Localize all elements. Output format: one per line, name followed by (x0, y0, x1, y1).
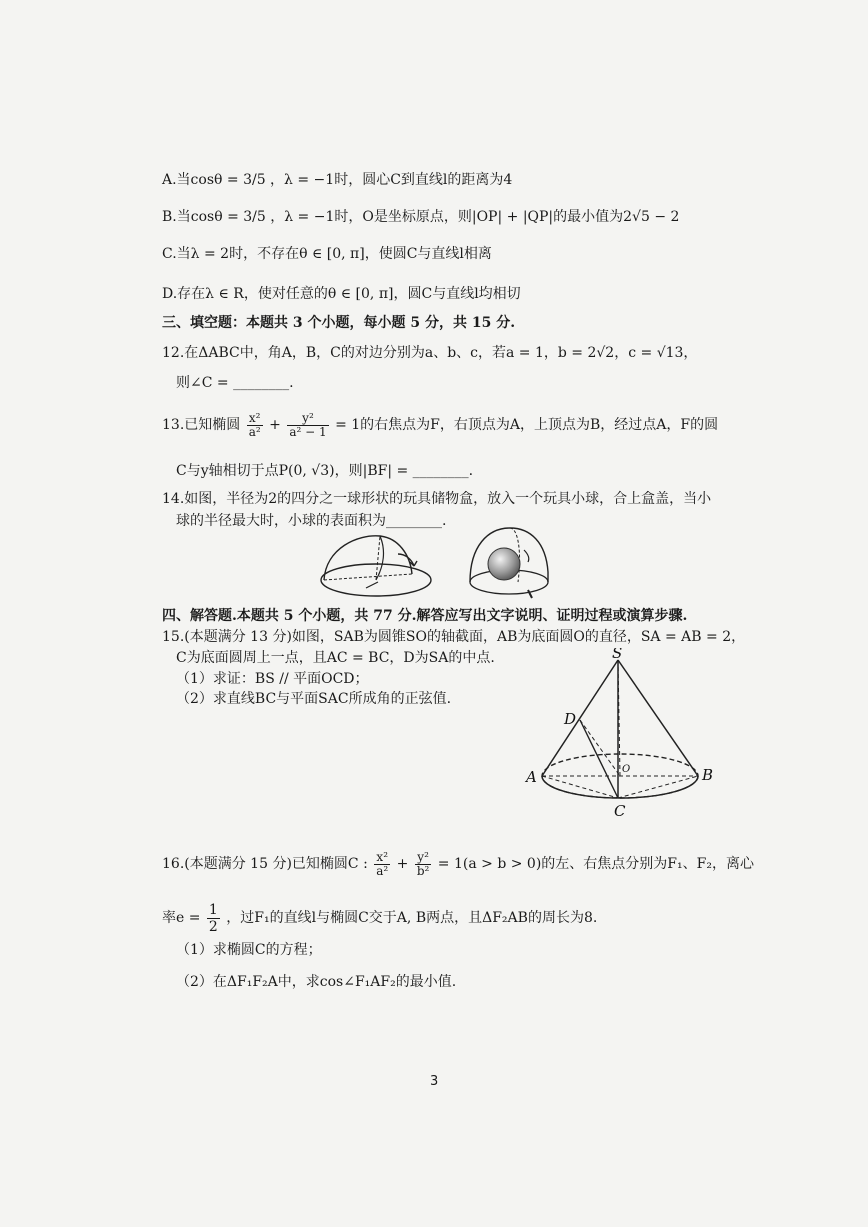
page-number: 3 (430, 1074, 439, 1089)
q16-line2 (162, 900, 597, 936)
q15-part1: （1）求证：BS // 平面OCD； (176, 671, 369, 687)
q15-line1: 15.(本题满分 13 分)如图，SAB为圆锥SO的轴截面，AB为底面圆O的直径，SA = AB = 2， (162, 629, 746, 645)
q13-prefix: 13.已知椭圆 (162, 417, 241, 433)
q16-frac-e (207, 902, 220, 935)
q13-frac2-den: a² − 1 (289, 424, 327, 439)
q13-frac-y (287, 412, 328, 439)
toy-ball-icon (488, 548, 520, 580)
q13-plus: + (269, 417, 281, 433)
q16-e-den: 2 (208, 918, 218, 935)
q16-frac1-num: x² (374, 851, 390, 865)
q16-frac1-den: a² (376, 863, 389, 878)
q13-line2: C与y轴相切于点P(0, √3)，则|BF| = ________. (176, 463, 474, 479)
q16-part1: （1）求椭圆C的方程； (176, 942, 322, 958)
q13-frac1-den: a² (248, 424, 261, 439)
q16-line2-prefix: 率e = (162, 910, 205, 926)
q15-line2: C为底面圆周上一点，且AC = BC，D为SA的中点. (176, 650, 495, 666)
q16-part2: （2）在ΔF₁F₂A中，求cos∠F₁AF₂的最小值. (176, 974, 457, 990)
label-c: C (614, 802, 626, 820)
q15-part2: （2）求直线BC与平面SAC所成角的正弦值. (176, 691, 452, 707)
section4-heading: 四、解答题.本题共 5 个小题，共 77 分.解答应写出文字说明、证明过程或演算步骤. (162, 608, 688, 624)
q16-frac2-den: b² (416, 863, 430, 878)
choice-c: C.当λ = 2时，不存在θ ∈ [0, π]，使圆C与直线l相离 (162, 246, 492, 262)
q13-suffix: = 1的右焦点为F，右顶点为A，上顶点为B，经过点A，F的圆 (335, 417, 719, 433)
q13-frac-x (247, 412, 263, 439)
label-s: S (612, 648, 623, 662)
q14-line1: 14.如图，半径为2的四分之一球形状的玩具储物盒，放入一个玩具小球，合上盒盖，当小 (162, 491, 712, 507)
label-b: B (702, 766, 714, 784)
label-o: O (622, 764, 631, 775)
q16-prefix: 16.(本题满分 15 分)已知椭圆C : (162, 856, 373, 872)
q16-suffix: = 1(a > b > 0)的左、右焦点分别为F₁、F₂，离心 (437, 856, 754, 872)
q16-frac-y (415, 851, 432, 878)
q12-line2: 则∠C = ________. (176, 375, 294, 391)
q13-frac1-num: x² (247, 412, 263, 426)
q14-line2: 球的半径最大时，小球的表面积为________. (176, 513, 447, 529)
q13-line1 (162, 407, 718, 443)
q16-e-num: 1 (208, 901, 218, 918)
q16-frac2-num: y² (415, 851, 432, 865)
choice-b: B.当cosθ = 3/5 ，λ = −1时，O是坐标原点，则|OP| + |QP|的最小值为2√5 − 2 (162, 209, 680, 225)
q16-frac-x (374, 851, 390, 878)
q14-figure-ball-box (466, 522, 556, 604)
q16-plus: + (396, 856, 409, 872)
choice-d: D.存在λ ∈ R，使对任意的θ ∈ [0, π]，圆C与直线l均相切 (162, 286, 521, 302)
label-d: D (564, 710, 577, 728)
choice-a: A.当cosθ = 3/5 ，λ = −1时，圆心C到直线l的距离为4 (162, 172, 513, 188)
q12-line1: 12.在ΔABC中，角A，B，C的对边分别为a、b、c，若a = 1，b = 2√2，c = √13， (162, 345, 698, 361)
q13-frac2-num: y² (287, 412, 328, 426)
q14-figure-open-box (318, 530, 438, 602)
q15-cone-figure (520, 648, 720, 822)
q16-line2-suffix: ，过F₁的直线l与椭圆C交于A, B两点，且ΔF₂AB的周长为8. (226, 910, 598, 926)
section3-heading: 三、填空题：本题共 3 个小题，每小题 5 分，共 15 分. (162, 315, 516, 331)
q16-line1 (162, 846, 754, 882)
label-a: A (526, 768, 537, 786)
